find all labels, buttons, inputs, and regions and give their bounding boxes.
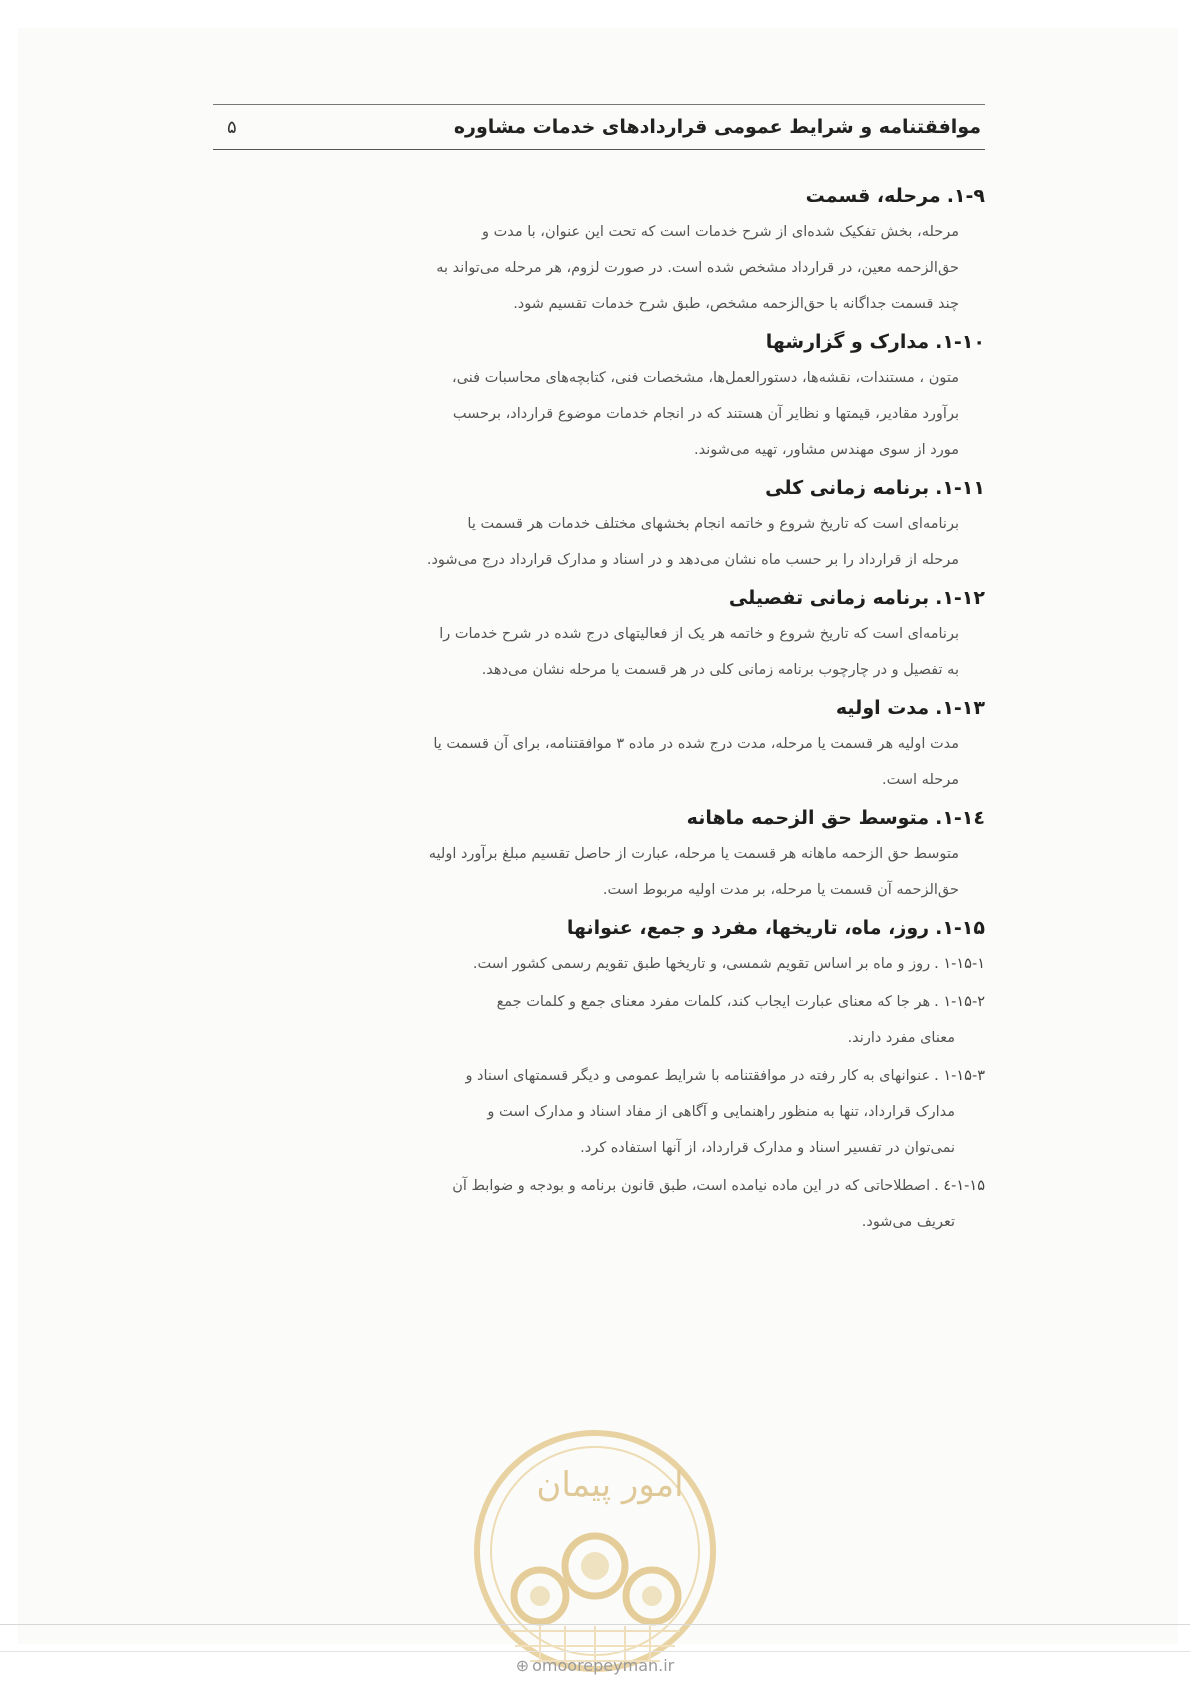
section-paragraph	[228, 214, 959, 322]
document-body	[228, 178, 985, 1242]
subitem-text: عنوانهای به کار رفته در موافقتنامه با شرایط عمومی و دیگر قسمتهای اسناد و	[465, 1068, 931, 1084]
paragraph-line: به تفصیل و در چارچوب برنامه زمانی کلی در هر قسمت یا مرحله نشان می‌دهد.	[481, 662, 959, 678]
section-heading	[228, 324, 985, 360]
section-title: مدارک و گزارشها	[765, 331, 930, 353]
paragraph-line: متوسط حق الزحمه ماهانه هر قسمت یا مرحله، عبارت از حاصل تقسیم مبلغ برآورد اولیه	[428, 846, 959, 862]
subitem-number: ۱-۱۵-۱ .	[934, 956, 985, 972]
section-heading	[228, 470, 985, 506]
section-number: ۱-۱۵.	[935, 917, 985, 939]
paragraph-line: برنامه‌ای است که تاریخ شروع و خاتمه انجام بخشهای مختلف خدمات هر قسمت یا	[467, 516, 959, 532]
subitem	[228, 1058, 985, 1166]
section	[228, 178, 985, 322]
footer-divider-lower	[0, 1651, 1190, 1652]
section-title: برنامه زمانی تفصیلی	[728, 587, 930, 609]
section-heading	[228, 800, 985, 836]
paragraph-line: مرحله است.	[882, 772, 959, 788]
subitem-number: ۱-۱۵-۲ .	[934, 994, 985, 1010]
subitem-text: هر جا که معنای عبارت ایجاب کند، کلمات مفرد معنای جمع و کلمات جمع	[496, 994, 931, 1010]
section	[228, 324, 985, 468]
seal-text: امور پیمان	[536, 1465, 684, 1505]
section-number: ۱-۱۰.	[935, 331, 985, 353]
subitem-text: روز و ماه بر اساس تقویم شمسی، و تاریخها طبق تقویم رسمی کشور است.	[472, 956, 931, 972]
subitem-list	[228, 946, 985, 1240]
section-number: ۱-۱٤.	[935, 807, 985, 829]
subitem-number: ۱-۱۵-۳ .	[934, 1068, 985, 1084]
section	[228, 690, 985, 798]
paragraph-line: حق‌الزحمه آن قسمت یا مرحله، بر مدت اولیه مربوط است.	[602, 882, 959, 898]
section-number: ۱-۱۲.	[935, 587, 985, 609]
subitem-first-line	[228, 1058, 985, 1094]
section-title: متوسط حق الزحمه ماهانه	[686, 807, 930, 829]
section-paragraph	[228, 836, 959, 908]
section	[228, 800, 985, 908]
section	[228, 580, 985, 688]
subitem-continuation: مدارک قرارداد، تنها به منظور راهنمایی و آگاهی از مفاد اسناد و مدارک است و	[487, 1104, 955, 1120]
section-title: روز، ماه، تاریخها، مفرد و جمع، عنوانها	[566, 917, 930, 939]
subitem	[228, 1168, 985, 1240]
subitem	[228, 946, 985, 982]
section-paragraph	[228, 506, 959, 578]
section-paragraph	[228, 360, 959, 468]
paragraph-line: مدت اولیه هر قسمت یا مرحله، مدت درج شده در ماده ۳ موافقتنامه، برای آن قسمت یا	[433, 736, 959, 752]
page-number: ۵	[227, 116, 237, 138]
subitem-first-line	[228, 984, 985, 1020]
globe-icon: ⊕	[515, 1656, 530, 1675]
paragraph-line: متون ، مستندات، نقشه‌ها، دستورالعمل‌ها، مشخصات فنی، کتابچه‌های محاسبات فنی،	[452, 370, 959, 386]
section-title: مدت اولیه	[835, 697, 930, 719]
paragraph-line: حق‌الزحمه معین، در قرارداد مشخص شده است. در صورت لزوم، هر مرحله می‌تواند به	[436, 260, 959, 276]
subitem-text: اصطلاحاتی که در این ماده نیامده است، طبق قانون برنامه و بودجه و ضوابط آن	[452, 1178, 931, 1194]
section-paragraph	[228, 726, 959, 798]
paragraph-line: مرحله، بخش تفکیک شده‌ای از شرح خدمات است که تحت این عنوان، با مدت و	[482, 224, 959, 240]
subitem-continuation: تعریف می‌شود.	[861, 1214, 955, 1230]
page-header	[213, 104, 985, 150]
subitem-continuation: معنای مفرد دارند.	[847, 1030, 955, 1046]
section-title: مرحله، قسمت	[805, 185, 941, 207]
paragraph-line: مرحله از قرارداد را بر حسب ماه نشان می‌دهد و در اسناد و مدارک قرارداد درج می‌شود.	[426, 552, 959, 568]
paragraph-line: چند قسمت جداگانه با حق‌الزحمه مشخص، طبق شرح خدمات تقسیم شود.	[513, 296, 959, 312]
gear-scales-seal-icon	[470, 1426, 720, 1676]
subitem	[228, 984, 985, 1056]
subitem-number: ۱-۱۵-٤ .	[934, 1178, 985, 1194]
section-heading	[228, 580, 985, 616]
section-paragraph	[228, 616, 959, 688]
site-watermark	[0, 1656, 1190, 1675]
subitem-first-line	[228, 946, 985, 982]
paragraph-line: مورد از سوی مهندس مشاور، تهیه می‌شوند.	[694, 442, 959, 458]
subitem-continuation: نمی‌توان در تفسیر اسناد و مدارک قرارداد، از آنها استفاده کرد.	[580, 1140, 955, 1156]
section-heading	[228, 910, 985, 946]
section-heading	[228, 690, 985, 726]
subitem-first-line	[228, 1168, 985, 1204]
paragraph-line: برآورد مقادیر، قیمتها و نظایر آن هستند که در انجام خدمات موضوع قرارداد، برحسب	[452, 406, 959, 422]
footer-divider	[0, 1624, 1190, 1625]
paragraph-line: برنامه‌ای است که تاریخ شروع و خاتمه هر یک از فعالیتهای درج شده در شرح خدمات را	[439, 626, 959, 642]
header-title: موافقتنامه و شرایط عمومی قراردادهای خدمات مشاوره	[453, 116, 981, 138]
section-number: ۱-۱۱.	[935, 477, 985, 499]
watermark-text: omoorepeyman.ir	[532, 1656, 675, 1675]
section	[228, 910, 985, 1240]
section	[228, 470, 985, 578]
section-number: ۱-۱۳.	[935, 697, 985, 719]
section-title: برنامه زمانی کلی	[765, 477, 930, 499]
section-heading	[228, 178, 985, 214]
section-number: ۱-۹.	[946, 185, 985, 207]
